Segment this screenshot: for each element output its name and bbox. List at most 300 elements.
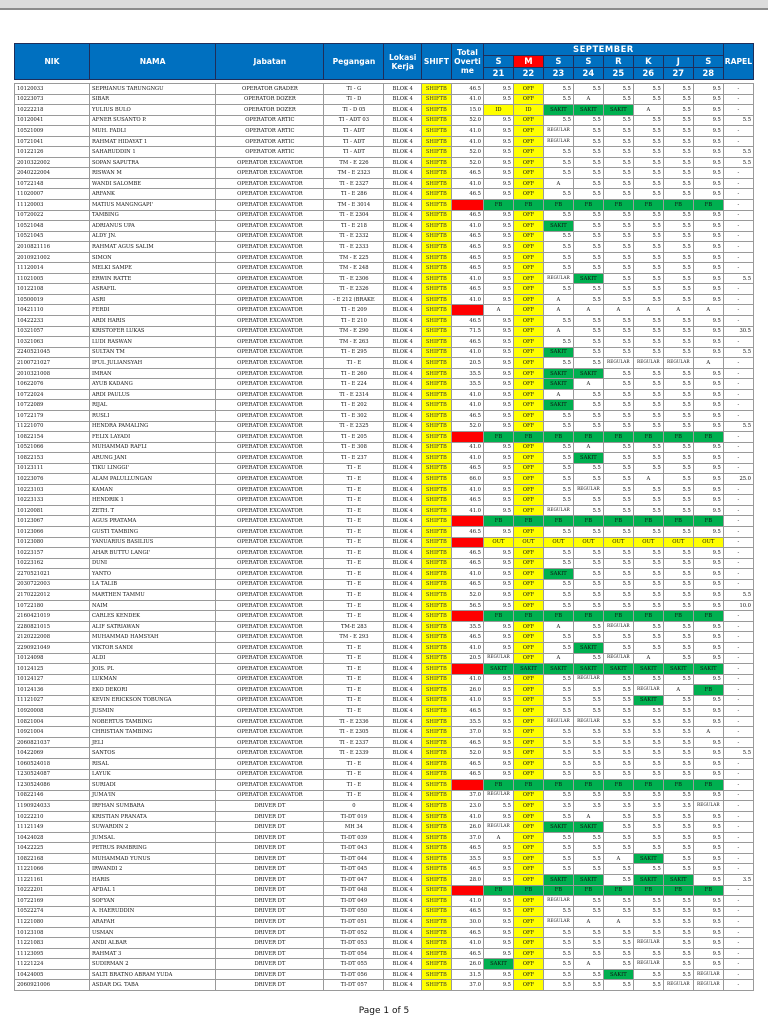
- cell-nama: ARDI PAULUS: [89, 389, 215, 400]
- cell-day-22: OFF: [513, 558, 543, 569]
- cell-lokasi-kerja: BLOK 4: [384, 600, 421, 611]
- cell-nik: 10222218: [15, 105, 90, 116]
- cell-total-overtime: 41.0: [451, 178, 483, 189]
- cell-day-25: OUT: [603, 537, 633, 548]
- cell-day-26: 5.5: [633, 495, 663, 506]
- cell-total-overtime: 20.5: [451, 358, 483, 369]
- cell-day-27: 5.5: [663, 716, 693, 727]
- cell-day-27: 5.5: [663, 727, 693, 738]
- table-row: [15, 685, 754, 696]
- cell-shift: SHIFTB: [421, 875, 451, 886]
- cell-day-23: 5.5: [543, 980, 573, 991]
- table-row: [15, 400, 754, 411]
- day-letter-header: S: [483, 56, 513, 68]
- cell-nik: 10120041: [15, 115, 90, 126]
- cell-day-22: OFF: [513, 358, 543, 369]
- cell-day-28: FB: [693, 780, 723, 791]
- cell-pegangan: TI - E: [324, 706, 384, 717]
- cell-jabatan: OPERATOR EXCAVATOR: [216, 537, 324, 548]
- cell-rapel: -: [723, 526, 753, 537]
- cell-jabatan: OPERATOR EXCAVATOR: [216, 748, 324, 759]
- cell-pegangan: TI - E 2327: [324, 178, 384, 189]
- cell-day-26: 5.5: [633, 273, 663, 284]
- cell-day-23: 5.5: [543, 906, 573, 917]
- cell-day-26: 5.5: [633, 453, 663, 464]
- cell-day-21: 9.5: [483, 548, 513, 559]
- cell-pegangan: TI-DT 057: [324, 980, 384, 991]
- cell-nama: MUH. FADLI: [89, 126, 215, 137]
- cell-pegangan: TI - E 2325: [324, 421, 384, 432]
- cell-total-overtime: 56.5: [451, 600, 483, 611]
- cell-day-24: FB: [573, 780, 603, 791]
- cell-shift: SHIFTB: [421, 178, 451, 189]
- cell-day-23: 5.5: [543, 695, 573, 706]
- cell-lokasi-kerja: BLOK 4: [384, 737, 421, 748]
- cell-nik: 10123108: [15, 927, 90, 938]
- cell-nik: 2010321008: [15, 368, 90, 379]
- cell-jabatan: DRIVER DT: [216, 875, 324, 886]
- table-row: [15, 706, 754, 717]
- cell-day-21: 9.5: [483, 337, 513, 348]
- cell-day-22: OFF: [513, 801, 543, 812]
- cell-day-25: 5.5: [603, 706, 633, 717]
- cell-day-21: 9.5: [483, 410, 513, 421]
- cell-lokasi-kerja: BLOK 4: [384, 337, 421, 348]
- cell-day-27: 5.5: [663, 273, 693, 284]
- cell-day-22: OFF: [513, 748, 543, 759]
- cell-day-21: 9.5: [483, 147, 513, 158]
- cell-day-25: 5.5: [603, 495, 633, 506]
- cell-day-26: 3.5: [633, 801, 663, 812]
- cell-day-24: 5.5: [573, 178, 603, 189]
- cell-day-28: 9.5: [693, 579, 723, 590]
- cell-pegangan: TI - E 209: [324, 305, 384, 316]
- cell-rapel: -: [723, 864, 753, 875]
- cell-pegangan: TI-DT 047: [324, 875, 384, 886]
- cell-nik: 10822146: [15, 790, 90, 801]
- cell-nama: WANDI SALOMBE: [89, 178, 215, 189]
- cell-day-24: 5.5: [573, 242, 603, 253]
- cell-day-26: 5.5: [633, 484, 663, 495]
- cell-day-27: 5.5: [663, 221, 693, 232]
- cell-day-21: 9.5: [483, 273, 513, 284]
- cell-day-22: OFF: [513, 368, 543, 379]
- cell-nama: IFUL JULIANSYAH: [89, 358, 215, 369]
- cell-day-24: REGULAR: [573, 674, 603, 685]
- cell-day-25: FB: [603, 432, 633, 443]
- cell-pegangan: TI - E: [324, 695, 384, 706]
- cell-day-26: A: [633, 653, 663, 664]
- cell-jabatan: OPERATOR EXCAVATOR: [216, 337, 324, 348]
- cell-day-27: 5.5: [663, 590, 693, 601]
- cell-nama: ERWIN RATTE: [89, 273, 215, 284]
- cell-day-27: 5.5: [663, 959, 693, 970]
- cell-lokasi-kerja: BLOK 4: [384, 136, 421, 147]
- cell-shift: SHIFTB: [421, 864, 451, 875]
- cell-day-24: 5.5: [573, 495, 603, 506]
- table-row: [15, 875, 754, 886]
- cell-jabatan: OPERATOR EXCAVATOR: [216, 453, 324, 464]
- cell-jabatan: OPERATOR ARTIC: [216, 147, 324, 158]
- cell-rapel: 5.5: [723, 421, 753, 432]
- cell-nik: 11121027: [15, 695, 90, 706]
- cell-nama: SUWARDIN 2: [89, 822, 215, 833]
- cell-day-28: 9.5: [693, 379, 723, 390]
- cell-jabatan: OPERATOR EXCAVATOR: [216, 252, 324, 263]
- cell-pegangan: TI - E 2314: [324, 389, 384, 400]
- cell-nik: 10921004: [15, 727, 90, 738]
- cell-day-25: A: [603, 853, 633, 864]
- cell-day-24: FB: [573, 885, 603, 896]
- cell-jabatan: DRIVER DT: [216, 938, 324, 949]
- cell-day-26: 5.5: [633, 400, 663, 411]
- cell-day-24: 5.5: [573, 790, 603, 801]
- cell-day-24: 5.5: [573, 759, 603, 770]
- cell-lokasi-kerja: BLOK 4: [384, 505, 421, 516]
- cell-day-28: 9.5: [693, 674, 723, 685]
- cell-rapel: -: [723, 727, 753, 738]
- cell-day-28: 9.5: [693, 189, 723, 200]
- cell-day-28: 9.5: [693, 569, 723, 580]
- cell-nama: ALDI: [89, 653, 215, 664]
- cell-day-27: A: [663, 305, 693, 316]
- cell-day-22: OUT: [513, 537, 543, 548]
- cell-shift: SHIFTB: [421, 505, 451, 516]
- cell-day-26: 5.5: [633, 410, 663, 421]
- cell-day-23: 5.5: [543, 463, 573, 474]
- cell-day-23: 5.5: [543, 453, 573, 464]
- cell-nik: 11221224: [15, 959, 90, 970]
- cell-nik: 10424028: [15, 832, 90, 843]
- cell-nama: TIKU LINGGI': [89, 463, 215, 474]
- table-row: [15, 421, 754, 432]
- table-row: [15, 189, 754, 200]
- cell-total-overtime: 46.5: [451, 210, 483, 221]
- cell-day-22: FB: [513, 200, 543, 211]
- cell-shift: SHIFTB: [421, 759, 451, 770]
- cell-day-26: FB: [633, 200, 663, 211]
- cell-rapel: -: [723, 294, 753, 305]
- cell-rapel: -: [723, 442, 753, 453]
- cell-day-24: SAKIT: [573, 822, 603, 833]
- cell-jabatan: OPERATOR EXCAVATOR: [216, 790, 324, 801]
- cell-jabatan: OPERATOR EXCAVATOR: [216, 632, 324, 643]
- cell-day-24: 5.5: [573, 284, 603, 295]
- cell-day-21: 9.5: [483, 600, 513, 611]
- cell-day-25: 5.5: [603, 178, 633, 189]
- cell-shift: SHIFTB: [421, 664, 451, 675]
- cell-day-26: 5.5: [633, 347, 663, 358]
- cell-lokasi-kerja: BLOK 4: [384, 242, 421, 253]
- cell-day-28: A: [693, 305, 723, 316]
- cell-pegangan: TI - E: [324, 674, 384, 685]
- cell-day-27: 5.5: [663, 864, 693, 875]
- cell-day-22: OFF: [513, 653, 543, 664]
- cell-day-27: 5.5: [663, 737, 693, 748]
- cell-lokasi-kerja: BLOK 4: [384, 379, 421, 390]
- cell-lokasi-kerja: BLOK 4: [384, 548, 421, 559]
- day-number-header: 25: [603, 68, 633, 80]
- cell-day-24: FB: [573, 516, 603, 527]
- cell-shift: SHIFTB: [421, 695, 451, 706]
- cell-day-22: OFF: [513, 906, 543, 917]
- cell-day-22: OFF: [513, 896, 543, 907]
- cell-total-overtime: 46.5: [451, 759, 483, 770]
- cell-lokasi-kerja: BLOK 4: [384, 579, 421, 590]
- cell-day-22: OFF: [513, 337, 543, 348]
- col-header-nama: NAMA: [89, 44, 215, 80]
- cell-lokasi-kerja: BLOK 4: [384, 221, 421, 232]
- cell-day-25: 5.5: [603, 484, 633, 495]
- cell-day-21: 9.5: [483, 748, 513, 759]
- cell-day-28: OUT: [693, 537, 723, 548]
- cell-day-22: OFF: [513, 685, 543, 696]
- cell-lokasi-kerja: BLOK 4: [384, 674, 421, 685]
- cell-rapel: -: [723, 305, 753, 316]
- cell-day-24: SAKIT: [573, 105, 603, 116]
- cell-nik: 10521066: [15, 442, 90, 453]
- cell-lokasi-kerja: BLOK 4: [384, 526, 421, 537]
- cell-day-27: 5.5: [663, 917, 693, 928]
- cell-day-28: 9.5: [693, 864, 723, 875]
- cell-day-28: 9.5: [693, 105, 723, 116]
- cell-day-26: 5.5: [633, 948, 663, 959]
- cell-total-overtime: 66.0: [451, 474, 483, 485]
- cell-pegangan: TI - E: [324, 790, 384, 801]
- table-header: [15, 44, 754, 80]
- table-row: [15, 832, 754, 843]
- cell-day-28: 9.5: [693, 231, 723, 242]
- cell-rapel: 5.5: [723, 147, 753, 158]
- cell-day-24: 5.5: [573, 316, 603, 327]
- cell-nama: HENDRA PAMALING: [89, 421, 215, 432]
- cell-day-22: OFF: [513, 474, 543, 485]
- cell-jabatan: OPERATOR EXCAVATOR: [216, 727, 324, 738]
- cell-day-24: 5.5: [573, 400, 603, 411]
- cell-day-23: 5.5: [543, 864, 573, 875]
- cell-pegangan: TI - E: [324, 590, 384, 601]
- cell-total-overtime: 41.0: [451, 938, 483, 949]
- table-row: [15, 200, 754, 211]
- cell-nama: RISAL: [89, 759, 215, 770]
- cell-rapel: -: [723, 316, 753, 327]
- cell-day-21: ID: [483, 105, 513, 116]
- cell-day-28: 9.5: [693, 716, 723, 727]
- cell-pegangan: TM - E 2323: [324, 168, 384, 179]
- cell-day-21: 9.5: [483, 917, 513, 928]
- cell-day-27: 5.5: [663, 811, 693, 822]
- cell-shift: SHIFTB: [421, 252, 451, 263]
- table-row: [15, 737, 754, 748]
- cell-jabatan: OPERATOR EXCAVATOR: [216, 558, 324, 569]
- cell-day-22: OFF: [513, 252, 543, 263]
- cell-pegangan: TI - E 210: [324, 316, 384, 327]
- cell-day-22: OFF: [513, 210, 543, 221]
- cell-day-25: 5.5: [603, 748, 633, 759]
- cell-day-23: 5.5: [543, 769, 573, 780]
- cell-rapel: -: [723, 917, 753, 928]
- cell-shift: SHIFTB: [421, 642, 451, 653]
- cell-nik: 10124127: [15, 674, 90, 685]
- cell-nama: AFDAL 1: [89, 885, 215, 896]
- cell-nik: 10123066: [15, 526, 90, 537]
- cell-pegangan: TI - E 2332: [324, 231, 384, 242]
- cell-day-21: 9.5: [483, 421, 513, 432]
- cell-day-25: 5.5: [603, 600, 633, 611]
- cell-nama: YANUARIUS BASILIUS: [89, 537, 215, 548]
- cell-rapel: -: [723, 516, 753, 527]
- cell-day-21: 9.5: [483, 927, 513, 938]
- cell-day-27: 5.5: [663, 347, 693, 358]
- cell-nik: 10223076: [15, 474, 90, 485]
- table-row: [15, 389, 754, 400]
- cell-rapel: -: [723, 906, 753, 917]
- cell-day-25: 5.5: [603, 674, 633, 685]
- cell-day-21: SAKIT: [483, 664, 513, 675]
- cell-day-27: 5.5: [663, 410, 693, 421]
- cell-total-overtime: 37.0: [451, 980, 483, 991]
- cell-rapel: 10.0: [723, 600, 753, 611]
- cell-day-21: 9.5: [483, 948, 513, 959]
- cell-shift: SHIFTB: [421, 453, 451, 464]
- cell-nik: 2030722003: [15, 579, 90, 590]
- cell-lokasi-kerja: BLOK 4: [384, 906, 421, 917]
- cell-nik: 11221070: [15, 421, 90, 432]
- cell-shift: SHIFTB: [421, 780, 451, 791]
- cell-nama: AYUB KADANG: [89, 379, 215, 390]
- cell-day-21: 9.5: [483, 242, 513, 253]
- cell-day-26: 5.5: [633, 126, 663, 137]
- cell-shift: SHIFTB: [421, 157, 451, 168]
- cell-jabatan: OPERATOR EXCAVATOR: [216, 284, 324, 295]
- cell-lokasi-kerja: BLOK 4: [384, 917, 421, 928]
- cell-total-overtime: 46.5: [451, 463, 483, 474]
- cell-nik: 1230524087: [15, 769, 90, 780]
- cell-shift: SHIFTB: [421, 484, 451, 495]
- cell-day-23: SAKIT: [543, 664, 573, 675]
- table-row: [15, 822, 754, 833]
- cell-lokasi-kerja: BLOK 4: [384, 421, 421, 432]
- cell-day-28: 9.5: [693, 242, 723, 253]
- cell-day-23: SAKIT: [543, 221, 573, 232]
- cell-shift: SHIFTB: [421, 611, 451, 622]
- cell-day-22: OFF: [513, 410, 543, 421]
- cell-day-26: 5.5: [633, 210, 663, 221]
- cell-day-26: 5.5: [633, 389, 663, 400]
- cell-day-26: 5.5: [633, 832, 663, 843]
- cell-day-23: 5.5: [543, 474, 573, 485]
- table-row: [15, 664, 754, 675]
- cell-nama: LUKMAN: [89, 674, 215, 685]
- cell-day-23: 5.5: [543, 558, 573, 569]
- cell-day-25: FB: [603, 780, 633, 791]
- cell-day-25: 5.5: [603, 242, 633, 253]
- cell-nama: ZETH. T: [89, 505, 215, 516]
- cell-day-24: SAKIT: [573, 875, 603, 886]
- cell-day-27: 5.5: [663, 832, 693, 843]
- cell-pegangan: TI-DT 051: [324, 917, 384, 928]
- cell-shift: SHIFTB: [421, 294, 451, 305]
- cell-day-22: OFF: [513, 759, 543, 770]
- cell-day-27: 5.5: [663, 242, 693, 253]
- cell-nama: USMAN: [89, 927, 215, 938]
- cell-shift: SHIFTB: [421, 136, 451, 147]
- cell-day-21: 9.5: [483, 864, 513, 875]
- cell-day-21: 9.5: [483, 400, 513, 411]
- cell-day-26: 5.5: [633, 168, 663, 179]
- cell-lokasi-kerja: BLOK 4: [384, 157, 421, 168]
- cell-day-24: 5.5: [573, 263, 603, 274]
- cell-rapel: -: [723, 263, 753, 274]
- cell-day-22: OFF: [513, 875, 543, 886]
- table-row: [15, 379, 754, 390]
- cell-total-overtime: 46.5: [451, 242, 483, 253]
- cell-day-27: 5.5: [663, 695, 693, 706]
- cell-nik: 2240521045: [15, 347, 90, 358]
- cell-day-22: OFF: [513, 621, 543, 632]
- cell-total-overtime: 31.5: [451, 969, 483, 980]
- cell-day-23: REGULAR: [543, 273, 573, 284]
- cell-nama: RUSLI: [89, 410, 215, 421]
- cell-pegangan: TI - E 302: [324, 410, 384, 421]
- cell-day-27: SAKIT: [663, 875, 693, 886]
- cell-day-28: 9.5: [693, 368, 723, 379]
- cell-rapel: -: [723, 959, 753, 970]
- cell-lokasi-kerja: BLOK 4: [384, 938, 421, 949]
- cell-day-22: OFF: [513, 453, 543, 464]
- cell-day-27: FB: [663, 611, 693, 622]
- cell-nama: SIBAR: [89, 94, 215, 105]
- cell-day-21: 9.5: [483, 326, 513, 337]
- cell-total-overtime: 46.5: [451, 189, 483, 200]
- cell-day-28: 9.5: [693, 210, 723, 221]
- table-row: [15, 231, 754, 242]
- cell-day-27: REGULAR: [663, 358, 693, 369]
- cell-nik: 10120081: [15, 505, 90, 516]
- cell-shift: SHIFTB: [421, 337, 451, 348]
- cell-pegangan: TI - G: [324, 84, 384, 95]
- cell-day-22: OFF: [513, 569, 543, 580]
- cell-lokasi-kerja: BLOK 4: [384, 969, 421, 980]
- cell-day-22: OFF: [513, 695, 543, 706]
- cell-day-28: 9.5: [693, 653, 723, 664]
- cell-pegangan: TI - E 2304: [324, 210, 384, 221]
- cell-nama: LAYUK: [89, 769, 215, 780]
- cell-day-26: 5.5: [633, 284, 663, 295]
- cell-jabatan: OPERATOR EXCAVATOR: [216, 200, 324, 211]
- cell-rapel: -: [723, 200, 753, 211]
- cell-day-23: FB: [543, 432, 573, 443]
- cell-day-24: 5.5: [573, 969, 603, 980]
- cell-day-24: 5.5: [573, 579, 603, 590]
- cell-total-overtime: 52.0: [451, 748, 483, 759]
- cell-lokasi-kerja: BLOK 4: [384, 843, 421, 854]
- cell-total-overtime: 41.0: [451, 442, 483, 453]
- cell-day-23: REGULAR: [543, 716, 573, 727]
- cell-jabatan: OPERATOR EXCAVATOR: [216, 263, 324, 274]
- cell-day-24: 5.5: [573, 590, 603, 601]
- cell-day-24: 5.5: [573, 653, 603, 664]
- cell-day-24: 5.5: [573, 769, 603, 780]
- cell-total-overtime: 46.5: [451, 558, 483, 569]
- cell-day-28: 9.5: [693, 558, 723, 569]
- cell-day-24: 5.5: [573, 474, 603, 485]
- cell-day-26: 5.5: [633, 790, 663, 801]
- cell-day-25: 5.5: [603, 906, 633, 917]
- cell-nama: IRWANDI 2: [89, 864, 215, 875]
- cell-day-25: 5.5: [603, 379, 633, 390]
- cell-rapel: -: [723, 389, 753, 400]
